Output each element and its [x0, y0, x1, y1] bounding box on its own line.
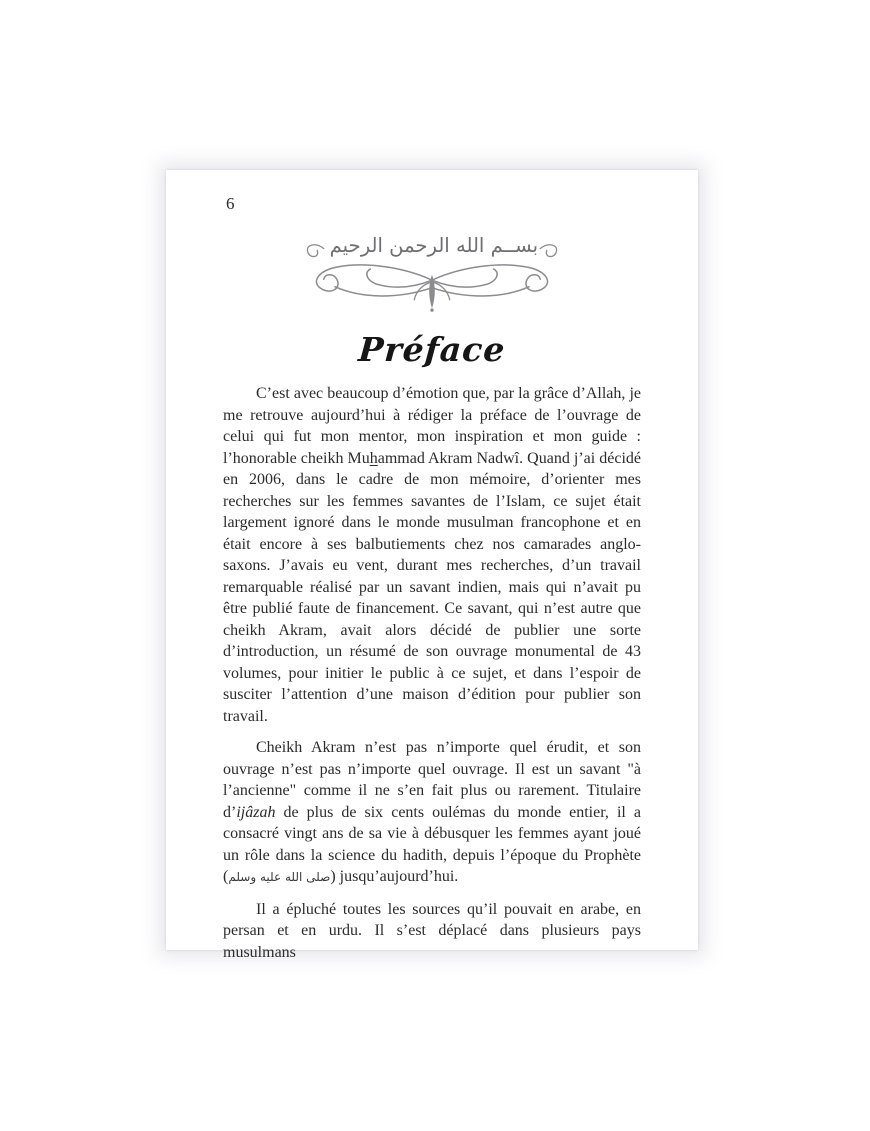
book-page — [166, 170, 698, 961]
text-segment: C’est avec beaucoup d’émotion que, par la grâce d’Allah, je me retrouve aujourd’hui à rédiger la préface de l’ouvrage de celui qui fut mon mentor, mon inspiration et mon guide : l’honorable cheikh Mu — [223, 385, 641, 467]
paragraph — [223, 899, 641, 964]
text-segment-arabic: صلى الله عليه وسلم — [228, 870, 331, 884]
paragraph — [223, 383, 641, 727]
chapter-title: Préface — [357, 330, 507, 369]
center-floral-motif — [414, 275, 449, 312]
flourish-right — [432, 265, 548, 296]
text-segment-underline: h — [369, 449, 378, 467]
text-segment-italic: ijâzah — [236, 803, 276, 821]
paragraph — [223, 737, 641, 889]
page-number: 6 — [226, 194, 235, 213]
text-segment: Il a épluché toutes les sources qu’il pouvait en arabe, en persan et en urdu. Il s’est déplacé dans plusieurs pays musulmans — [223, 900, 641, 961]
text-segment: de plus de six cents oulémas du monde entier, il a consacré vingt ans de sa vie à débusquer les femmes ayant joué un rôle dans la science du hadith, depuis l’époque du Prophète ( — [223, 803, 641, 885]
preface-body — [223, 383, 641, 973]
text-segment: ammad Akram Nadwî. Quand j’ai décidé en 2006, dans le cadre de mon mémoire, d’orienter mes recherches sur les femmes savantes de l’Islam, ce sujet était largement ignoré dans le monde musulman francophone et en était encore à ses balbutiements chez nos camarades anglo-saxons. J’avais eu vent, durant mes recherches, d’un travail remarquable réalisé par un savant indien, mais qui n’avait pu être publié faute de financement. Ce savant, qui n’est autre que cheikh Akram, avait alors décidé de publier une sorte d’introduction, un résumé de son ouvrage monumental de 43 volumes, pour initier le public à ce sujet, et dans l’espoir de susciter l’attention d’une maison d’édition pour publier son travail. — [223, 449, 642, 725]
bismillah-text: بســم الله الرحمن الرحيم — [329, 234, 539, 258]
flourish-left — [316, 265, 432, 296]
text-segment: ) jusqu’aujourd’hui. — [330, 868, 459, 885]
bismillah-ornament-svg — [292, 224, 572, 314]
bismillah-ornament — [166, 224, 698, 314]
text-segment: Cheikh Akram n’est pas n’importe quel érudit, et son ouvrage n’est pas n’importe quel ouvrage. Il est un savant "à l’ancienne" comme il ne s’en fait plus ou rarement. Titulaire d’ — [223, 739, 641, 821]
